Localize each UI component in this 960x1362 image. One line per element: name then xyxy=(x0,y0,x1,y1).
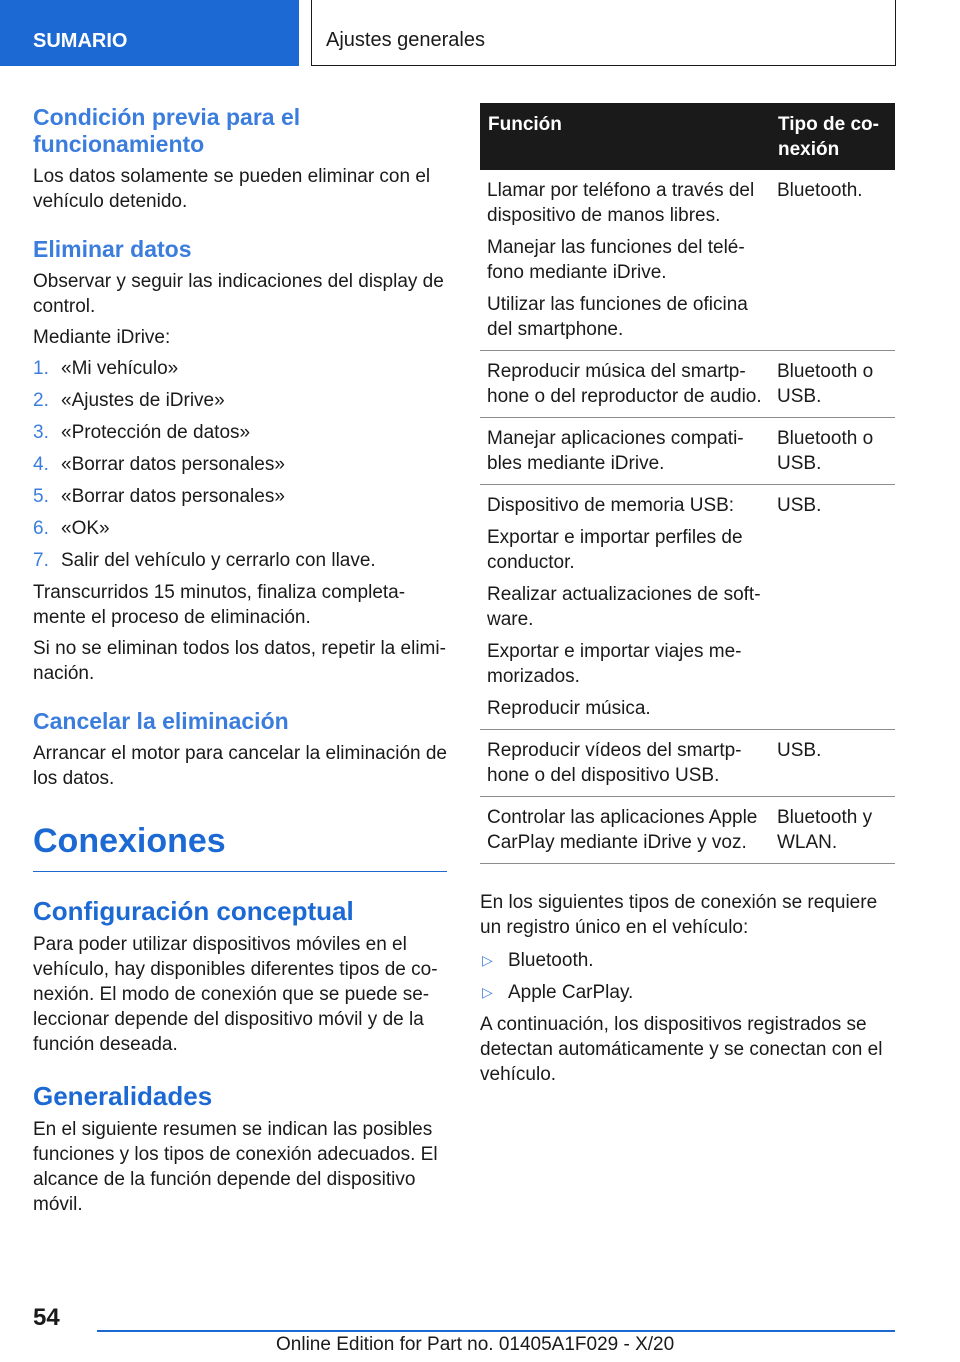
function-line: Exportar e importar viajes me-morizados. xyxy=(487,641,742,687)
step-text: Salir del vehículo y cerrarlo con llave. xyxy=(61,550,376,571)
list-item xyxy=(480,980,895,1005)
step-item xyxy=(33,516,447,541)
delete-data-heading: Eliminar datos xyxy=(33,236,192,262)
header-function: Función xyxy=(480,103,770,170)
step-item xyxy=(33,452,447,477)
repeat-text: Si no se eliminan todos los datos, repetir la elimi-nación. xyxy=(33,638,446,684)
table-row xyxy=(480,485,895,730)
section-title-tab: Ajustes generales xyxy=(311,0,896,66)
step-text: «Mi vehículo» xyxy=(61,358,179,379)
registration-bullet-list xyxy=(480,948,895,1005)
step-text: «Borrar datos personales» xyxy=(61,486,285,507)
function-line: Llamar por teléfono a través del dispositivo de manos libres. xyxy=(487,180,755,226)
step-text: «Borrar datos personales» xyxy=(61,454,285,475)
step-item xyxy=(33,548,447,573)
connection-type-cell: USB. xyxy=(770,730,895,797)
generalities-text: En el siguiente resumen se indican las posibles funciones y los tipos de conexión adecuados. El alcance de la función depende del dispositivo móvil. xyxy=(33,1119,438,1215)
connection-type-cell: Bluetooth. xyxy=(770,170,895,351)
function-cell xyxy=(480,730,770,797)
function-line: Exportar e importar perfiles de conductor. xyxy=(487,527,743,573)
step-text: «Ajustes de iDrive» xyxy=(61,390,225,411)
function-line: Realizar actualizaciones de soft-ware. xyxy=(487,584,761,630)
registration-text: En los siguientes tipos de conexión se requiere un registro único en el vehículo: xyxy=(480,892,878,938)
step-item xyxy=(33,388,447,413)
function-line: Dispositivo de memoria USB: xyxy=(487,495,735,516)
step-number: 5. xyxy=(33,486,49,507)
page-header xyxy=(0,0,960,66)
cancel-text: Arrancar el motor para cancelar la eliminación de los datos. xyxy=(33,743,447,789)
table-row xyxy=(480,170,895,351)
function-line: Reproducir vídeos del smartp-hone o del dispositivo USB. xyxy=(487,740,742,786)
config-text: Para poder utilizar dispositivos móviles en el vehículo, hay disponibles diferentes tipos de co-nexión. El modo de conexión que se puede se-leccionar depende del dispositivo móvil y de la función deseada. xyxy=(33,934,438,1055)
function-cell xyxy=(480,418,770,485)
conexiones-heading: Conexiones xyxy=(33,821,447,872)
function-line: Reproducir música. xyxy=(487,698,651,719)
table-header-row xyxy=(480,103,895,170)
step-number: 7. xyxy=(33,550,49,571)
completion-text: Transcurridos 15 minutos, finaliza completa-mente el proceso de eliminación. xyxy=(33,582,406,628)
table-row xyxy=(480,351,895,418)
function-cell xyxy=(480,351,770,418)
generalities-heading: Generalidades xyxy=(33,1081,213,1111)
step-item xyxy=(33,356,447,381)
left-column xyxy=(33,104,447,1217)
delete-data-text: Observar y seguir las indicaciones del display de control. xyxy=(33,271,444,317)
step-number: 2. xyxy=(33,390,49,411)
function-connection-table xyxy=(480,103,895,864)
delete-steps-list xyxy=(33,356,447,573)
list-item xyxy=(480,948,895,973)
step-number: 1. xyxy=(33,358,49,379)
table-row xyxy=(480,730,895,797)
cancel-heading: Cancelar la eliminación xyxy=(33,708,289,734)
function-line: Controlar las aplicaciones Apple CarPlay mediante iDrive y voz. xyxy=(487,807,758,853)
function-cell xyxy=(480,797,770,864)
step-item xyxy=(33,484,447,509)
bullet-text: Apple CarPlay. xyxy=(508,982,634,1003)
function-cell xyxy=(480,170,770,351)
auto-detect-text: A continuación, los dispositivos registrados se detectan automáticamente y se conectan con el vehículo. xyxy=(480,1014,883,1085)
function-line: Manejar aplicaciones compati-bles mediante iDrive. xyxy=(487,428,744,474)
connection-type-cell: Bluetooth o USB. xyxy=(770,418,895,485)
page-number: 54 xyxy=(33,1304,60,1331)
function-cell xyxy=(480,485,770,730)
right-column xyxy=(480,103,895,1087)
sumario-tab[interactable]: SUMARIO xyxy=(0,0,299,66)
bullet-text: Bluetooth. xyxy=(508,950,594,971)
footer-edition-text: Online Edition for Part no. 01405A1F029 - X/20 xyxy=(276,1334,675,1355)
step-number: 4. xyxy=(33,454,49,475)
delete-data-via: Mediante iDrive: xyxy=(33,327,171,348)
step-text: «Protección de datos» xyxy=(61,422,251,443)
function-line: Manejar las funciones del telé-fono mediante iDrive. xyxy=(487,237,745,283)
connection-type-cell: Bluetooth y WLAN. xyxy=(770,797,895,864)
step-item xyxy=(33,420,447,445)
footer-divider xyxy=(97,1330,895,1332)
table-row xyxy=(480,797,895,864)
header-connection-type: Tipo de co-nexión xyxy=(770,103,895,170)
triangle-bullet-icon: ▷ xyxy=(482,952,493,968)
connection-type-cell: USB. xyxy=(770,485,895,730)
function-line: Utilizar las funciones de oficina del smartphone. xyxy=(487,294,748,340)
function-line: Reproducir música del smartp-hone o del reproductor de audio. xyxy=(487,361,762,407)
connection-type-cell: Bluetooth o USB. xyxy=(770,351,895,418)
step-number: 3. xyxy=(33,422,49,443)
triangle-bullet-icon: ▷ xyxy=(482,984,493,1000)
config-heading: Configuración conceptual xyxy=(33,896,354,926)
condition-text: Los datos solamente se pueden eliminar con el vehículo detenido. xyxy=(33,166,431,212)
condition-heading: Condición previa para el funcionamiento xyxy=(33,104,301,157)
step-number: 6. xyxy=(33,518,49,539)
table-row xyxy=(480,418,895,485)
step-text: «OK» xyxy=(61,518,110,539)
